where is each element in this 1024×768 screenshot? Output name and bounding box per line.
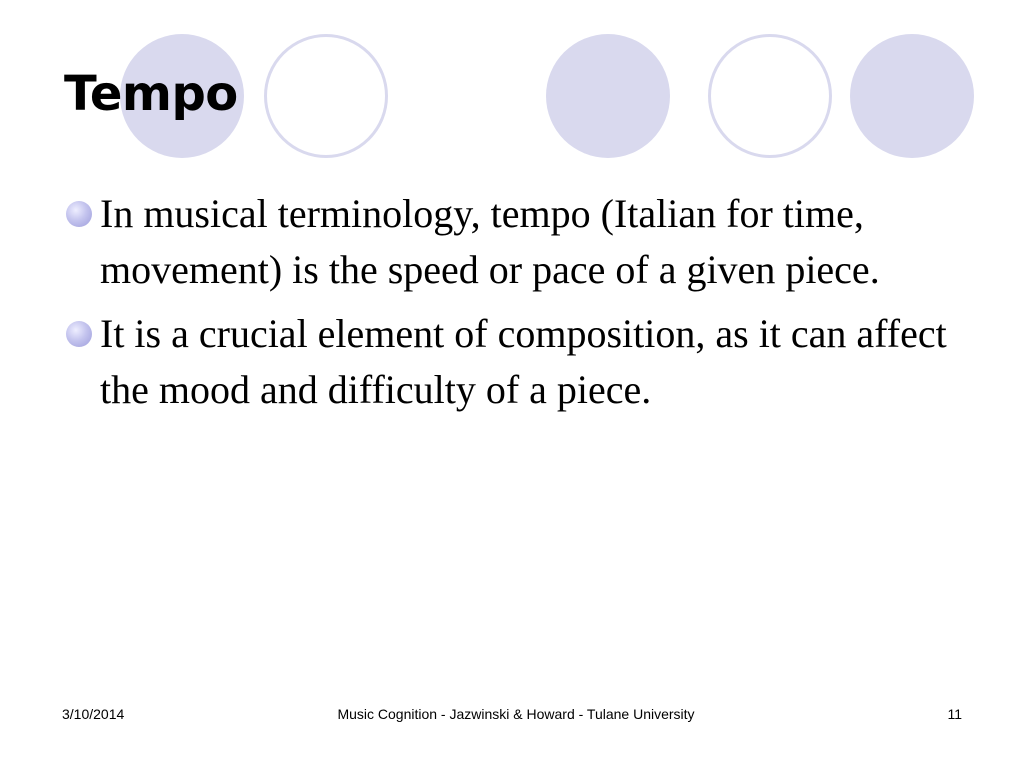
decorative-circle-outline — [264, 34, 388, 158]
slide-title: Tempo — [64, 66, 238, 122]
footer-date: 3/10/2014 — [62, 706, 125, 722]
bullet-text: In musical terminology, tempo (Italian for time, movement) is the speed or pace of a given piece. — [100, 191, 880, 292]
bullet-dot-icon — [66, 201, 92, 227]
slide-number: 11 — [947, 706, 962, 722]
bullet-item — [64, 186, 964, 298]
footer-title: Music Cognition - Jazwinski & Howard - Tulane University — [337, 706, 695, 722]
decorative-circle-filled — [546, 34, 670, 158]
decorative-circle-filled — [850, 34, 974, 158]
bullet-text: It is a crucial element of composition, as it can affect the mood and difficulty of a piece. — [100, 311, 947, 412]
bullet-list — [64, 186, 964, 426]
bullet-item — [64, 306, 964, 418]
bullet-dot-icon — [66, 321, 92, 347]
decorative-circle-outline — [708, 34, 832, 158]
